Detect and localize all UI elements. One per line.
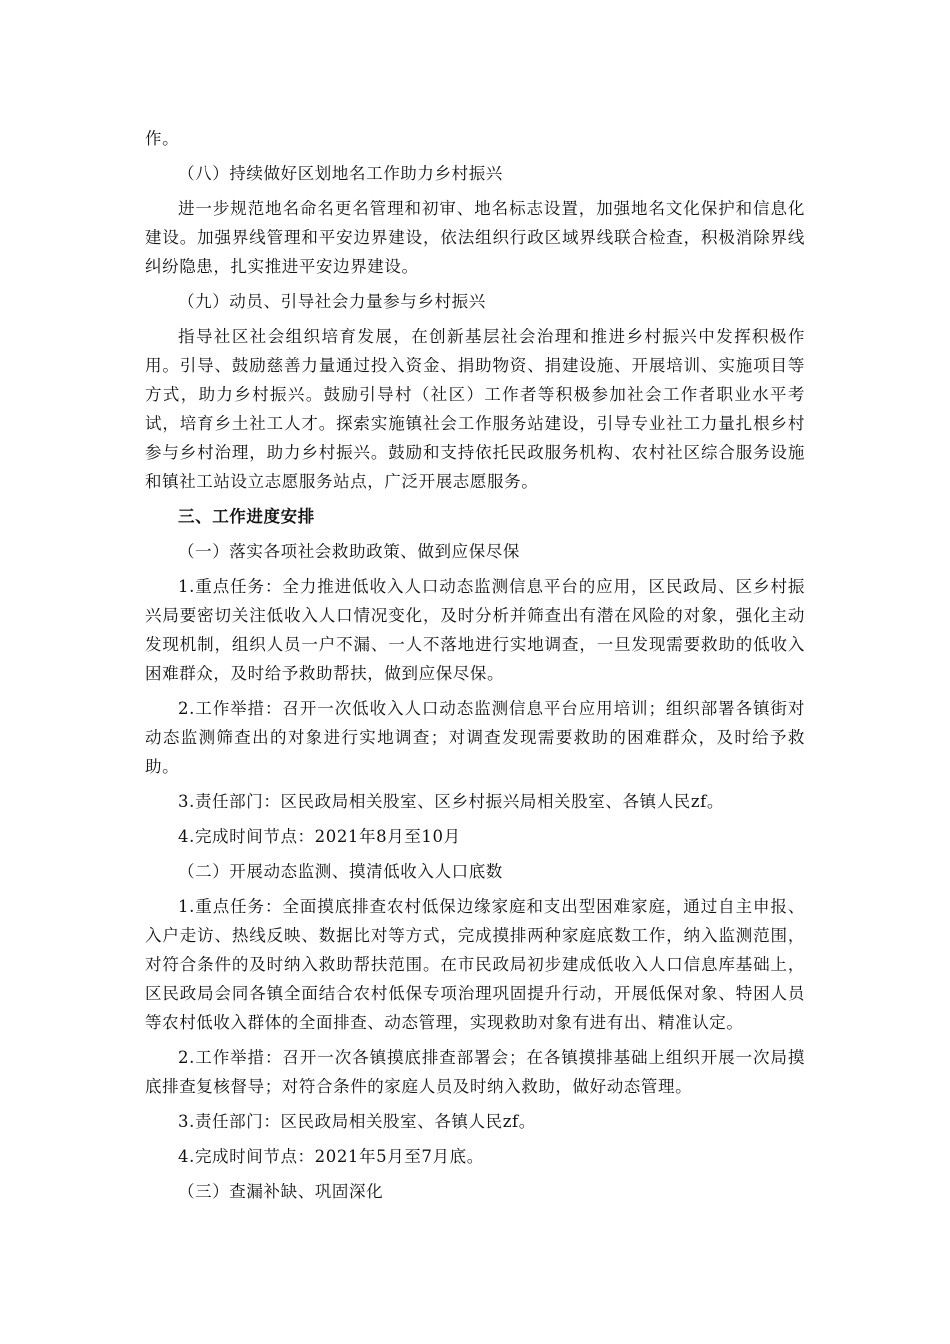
paragraph: 作。 xyxy=(145,129,180,148)
paragraph: 2.工作举措：召开一次各镇摸底排查部署会；在各镇摸排基础上组织开展一次局摸底排查复核督导；对符合条件的家庭人员及时纳入救助，做好动态管理。 xyxy=(145,1048,805,1096)
paragraph: （二）开展动态监测、摸清低收入人口底数 xyxy=(178,862,503,881)
paragraph: （九）动员、引导社会力量参与乡村振兴 xyxy=(178,292,486,311)
paragraph: 4.完成时间节点：2021年8月至10月 xyxy=(178,827,461,846)
document-body xyxy=(145,124,805,1212)
paragraph: （八）持续做好区划地名工作助力乡村振兴 xyxy=(178,164,503,183)
paragraph: 3.责任部门：区民政局相关股室、区乡村振兴局相关股室、各镇人民zf。 xyxy=(178,792,724,811)
paragraph: 4.完成时间节点：2021年5月至7月底。 xyxy=(178,1147,484,1166)
paragraph: 1.重点任务：全面摸底排查农村低保边缘家庭和支出型困难家庭，通过自主申报、入户走访、热线反映、数据比对等方式，完成摸排两种家庭底数工作，纳入监测范围，对符合条件的及时纳入救助帮扶范围。在市民政局初步建成低收入人口信息库基础上，区民政局会同各镇全面结合农村低保专项治理巩固提升行动，开展低保对象、特困人员等农村低收入群体的全面排查、动态管理，实现救助对象有进有出、精准认定。 xyxy=(145,897,805,1032)
paragraph: （三）查漏补缺、巩固深化 xyxy=(178,1182,384,1201)
paragraph: 1.重点任务：全力推进低收入人口动态监测信息平台的应用，区民政局、区乡村振兴局要密切关注低收入人口情况变化，及时分析并筛查出有潜在风险的对象，强化主动发现机制，组织人员一户不漏、一人不落地进行实地调查，一旦发现需要救助的低收入困难群众，及时给予救助帮扶，做到应保尽保。 xyxy=(145,577,805,683)
paragraph: 2.工作举措：召开一次低收入人口动态监测信息平台应用培训；组织部署各镇街对动态监测筛查出的对象进行实地调查；对调查发现需要救助的困难群众，及时给予救助。 xyxy=(145,699,805,776)
paragraph: 指导社区社会组织培育发展，在创新基层社会治理和推进乡村振兴中发挥积极作用。引导、鼓励慈善力量通过投入资金、捐助物资、捐建设施、开展培训、实施项目等方式，助力乡村振兴。鼓励引导村（社区）工作者等积极参加社会工作者职业水平考试，培育乡土社工人才。探索实施镇社会工作服务站建设，引导专业社工力量扎根乡村参与乡村治理，助力乡村振兴。鼓励和支持依托民政服务机构、农村社区综合服务设施和镇社工站设立志愿服务站点，广泛开展志愿服务。 xyxy=(145,327,805,491)
paragraph: 3.责任部门：区民政局相关股室、各镇人民zf。 xyxy=(178,1112,536,1131)
paragraph: （一）落实各项社会救助政策、做到应保尽保 xyxy=(178,542,520,561)
section-heading: 三、工作进度安排 xyxy=(178,507,315,526)
paragraph: 进一步规范地名命名更名管理和初审、地名标志设置，加强地名文化保护和信息化建设。加强界线管理和平安边界建设，依法组织行政区域界线联合检查，积极消除界线纠纷隐患，扎实推进平安边界建设。 xyxy=(145,199,805,276)
